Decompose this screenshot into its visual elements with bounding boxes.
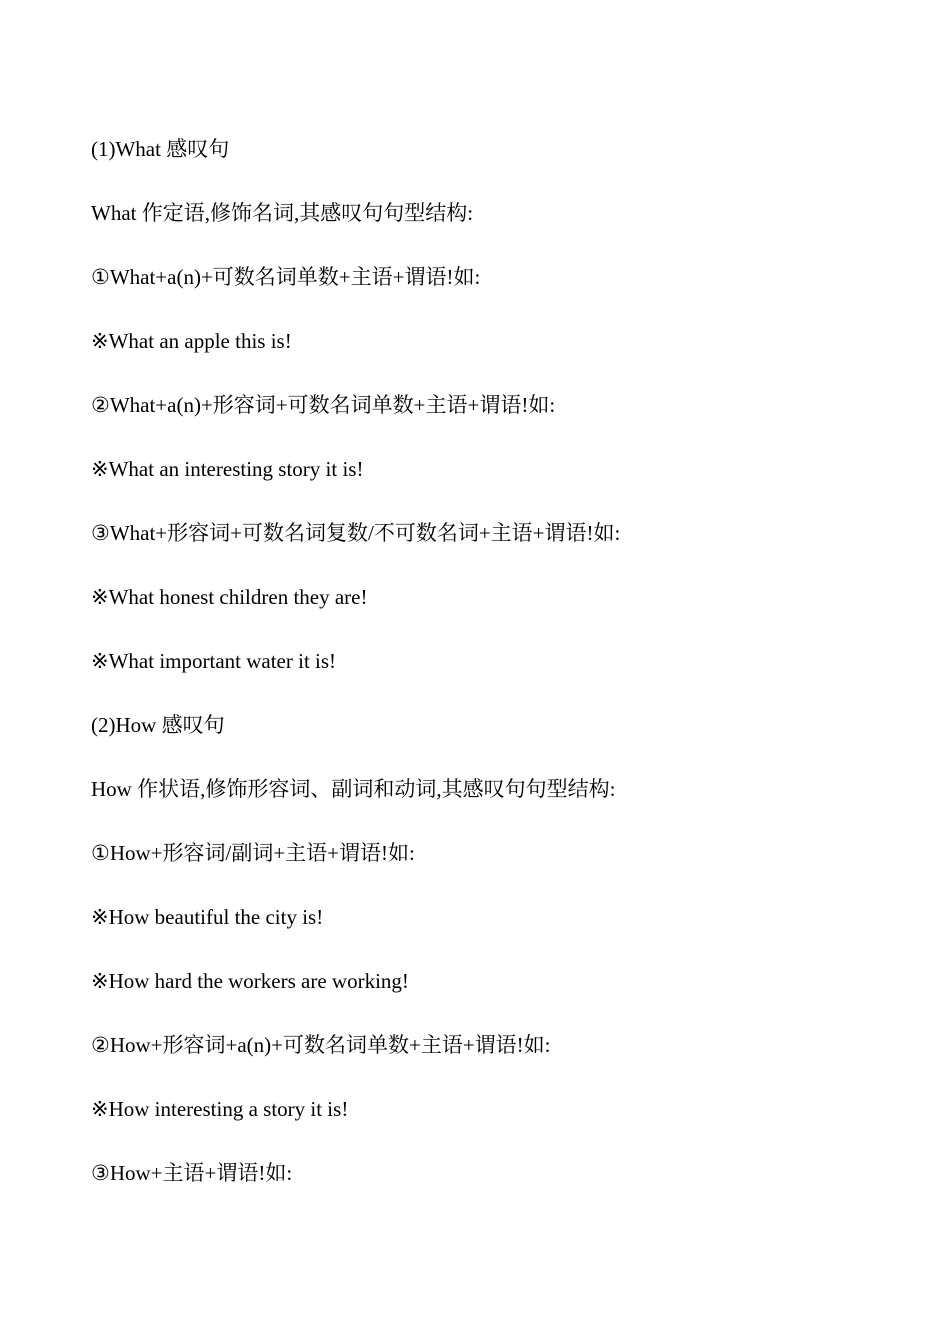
how-structure-intro: How 作状语,修饰形容词、副词和动词,其感叹句句型结构: <box>91 777 616 801</box>
how-pattern-3: ③How+主语+谓语!如: <box>91 1161 293 1185</box>
what-pattern-2: ②What+a(n)+形容词+可数名词单数+主语+谓语!如: <box>91 393 556 417</box>
section-heading-what: (1)What 感叹句 <box>91 137 230 161</box>
what-structure-intro: What 作定语,修饰名词,其感叹句句型结构: <box>91 201 474 225</box>
how-pattern-2: ②How+形容词+a(n)+可数名词单数+主语+谓语!如: <box>91 1033 551 1057</box>
how-pattern-1: ①How+形容词/副词+主语+谓语!如: <box>91 841 415 865</box>
what-pattern-1: ①What+a(n)+可数名词单数+主语+谓语!如: <box>91 265 481 289</box>
what-example-2: ※What an interesting story it is! <box>91 457 364 481</box>
what-example-3a: ※What honest children they are! <box>91 585 368 609</box>
what-example-1: ※What an apple this is! <box>91 329 292 353</box>
how-example-1a: ※How beautiful the city is! <box>91 905 324 929</box>
how-example-2: ※How interesting a story it is! <box>91 1097 349 1121</box>
what-pattern-3: ③What+形容词+可数名词复数/不可数名词+主语+谓语!如: <box>91 521 621 545</box>
section-heading-how: (2)How 感叹句 <box>91 713 225 737</box>
what-example-3b: ※What important water it is! <box>91 649 337 673</box>
how-example-1b: ※How hard the workers are working! <box>91 969 409 993</box>
